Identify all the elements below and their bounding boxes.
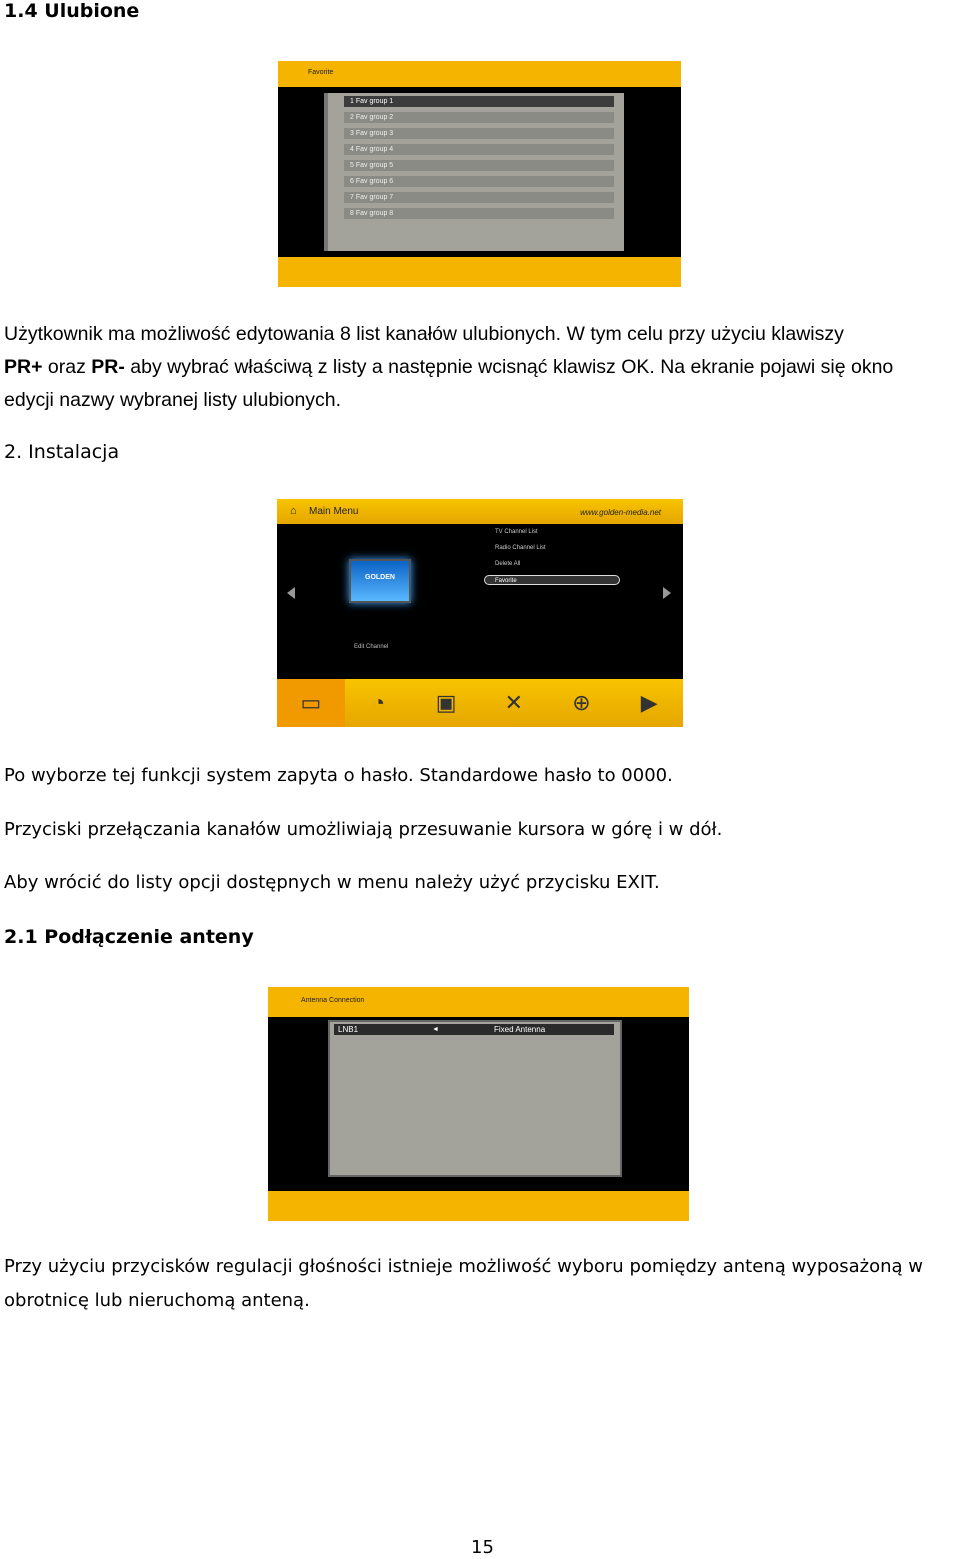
section-heading-antenna: 2.1 Podłączenie anteny xyxy=(4,926,254,948)
favorites-group-row: 2 Fav group 2 xyxy=(344,112,614,123)
key-pr-plus: PR+ xyxy=(4,356,43,378)
section-heading-favorites: 1.4 Ulubione xyxy=(4,0,140,22)
main-menu-icon-bar xyxy=(277,679,683,727)
globe-icon: ⊕ xyxy=(572,690,591,715)
paragraph-install-line: Po wyborze tej funkcji system zapyta o hasło. Standardowe hasło to 0000. xyxy=(4,765,673,786)
tools-icon: ✕ xyxy=(504,690,524,715)
favorites-group-row: 8 Fav group 8 xyxy=(344,208,614,219)
paragraph-antenna-line: Przy użyciu przycisków regulacji głośności istnieje możliwość wyboru pomiędzy anteną wyposażoną w xyxy=(4,1256,924,1277)
arrow-right-icon xyxy=(663,587,671,599)
favorites-top-bar xyxy=(278,61,681,87)
favorites-group-row: 1 Fav group 1 xyxy=(344,96,614,107)
paragraph-line xyxy=(4,351,960,384)
paragraph-install-line: Aby wrócić do listy opcji dostępnych w menu należy użyć przycisku EXIT. xyxy=(4,872,660,893)
paragraph-install-line: Przyciski przełączania kanałów umożliwiają przesuwanie kursora w górę i w dół. xyxy=(4,819,723,840)
satellite-dish-icon: ◔ xyxy=(371,690,386,715)
antenna-header xyxy=(268,987,689,1017)
favorites-group-row: 7 Fav group 7 xyxy=(344,192,614,203)
favorites-group-row: 5 Fav group 5 xyxy=(344,160,614,171)
favorites-group-list xyxy=(324,93,624,251)
paragraph-favorites xyxy=(4,318,960,417)
main-menu-header xyxy=(277,499,683,524)
section-heading-install: 2. Instalacja xyxy=(4,441,120,463)
website-url: www.golden-media.net xyxy=(580,508,661,517)
favorites-title: Favorite xyxy=(308,69,334,76)
antenna-settings-panel xyxy=(328,1020,622,1177)
menu-item: TV Channel List xyxy=(495,529,538,535)
paragraph-line: edycji nazwy wybranej listy ulubionych. xyxy=(4,389,342,411)
arrow-left-icon: ◄ xyxy=(432,1026,439,1033)
antenna-title: Antenna Connection xyxy=(301,997,365,1004)
favorites-group-row: 4 Fav group 4 xyxy=(344,144,614,155)
home-icon: ⌂ xyxy=(290,505,297,517)
antenna-type-value: Fixed Antenna xyxy=(494,1025,546,1034)
menu-item: Radio Channel List xyxy=(495,545,546,551)
key-pr-minus: PR- xyxy=(91,356,125,378)
menu-item-selected: Favorite xyxy=(484,575,620,585)
main-menu-screenshot xyxy=(277,499,683,727)
play-icon: ▶ xyxy=(640,690,658,715)
arrow-left-icon xyxy=(287,587,295,599)
paragraph-antenna-line: obrotnicę lub nieruchomą anteną. xyxy=(4,1290,310,1311)
tv-logo-label: GOLDEN xyxy=(365,574,395,581)
favorites-group-row: 3 Fav group 3 xyxy=(344,128,614,139)
tv-icon: ▭ xyxy=(277,679,345,727)
antenna-footer xyxy=(268,1191,689,1221)
page-number: 15 xyxy=(471,1537,494,1558)
submenu-label: Edit Channel xyxy=(354,644,389,650)
text: aby wybrać właściwą z listy a następnie wcisnąć klawisz OK. Na ekranie pojawi się okno xyxy=(124,356,894,378)
tv-preview-icon xyxy=(349,559,411,603)
antenna-connection-screenshot xyxy=(268,987,689,1221)
main-menu-title: Main Menu xyxy=(309,506,359,517)
text: oraz xyxy=(42,356,92,378)
menu-item: Delete All xyxy=(495,561,521,567)
favorites-bottom-bar xyxy=(278,257,681,287)
paragraph-line: Użytkownik ma możliwość edytowania 8 list kanałów ulubionych. W tym celu przy użyciu klawiszy xyxy=(4,323,844,345)
favorites-screenshot xyxy=(278,61,681,287)
lnb-label: LNB1 xyxy=(338,1025,359,1034)
media-icon: ▣ xyxy=(435,690,457,715)
favorites-group-row: 6 Fav group 6 xyxy=(344,176,614,187)
antenna-setting-row xyxy=(334,1024,614,1035)
